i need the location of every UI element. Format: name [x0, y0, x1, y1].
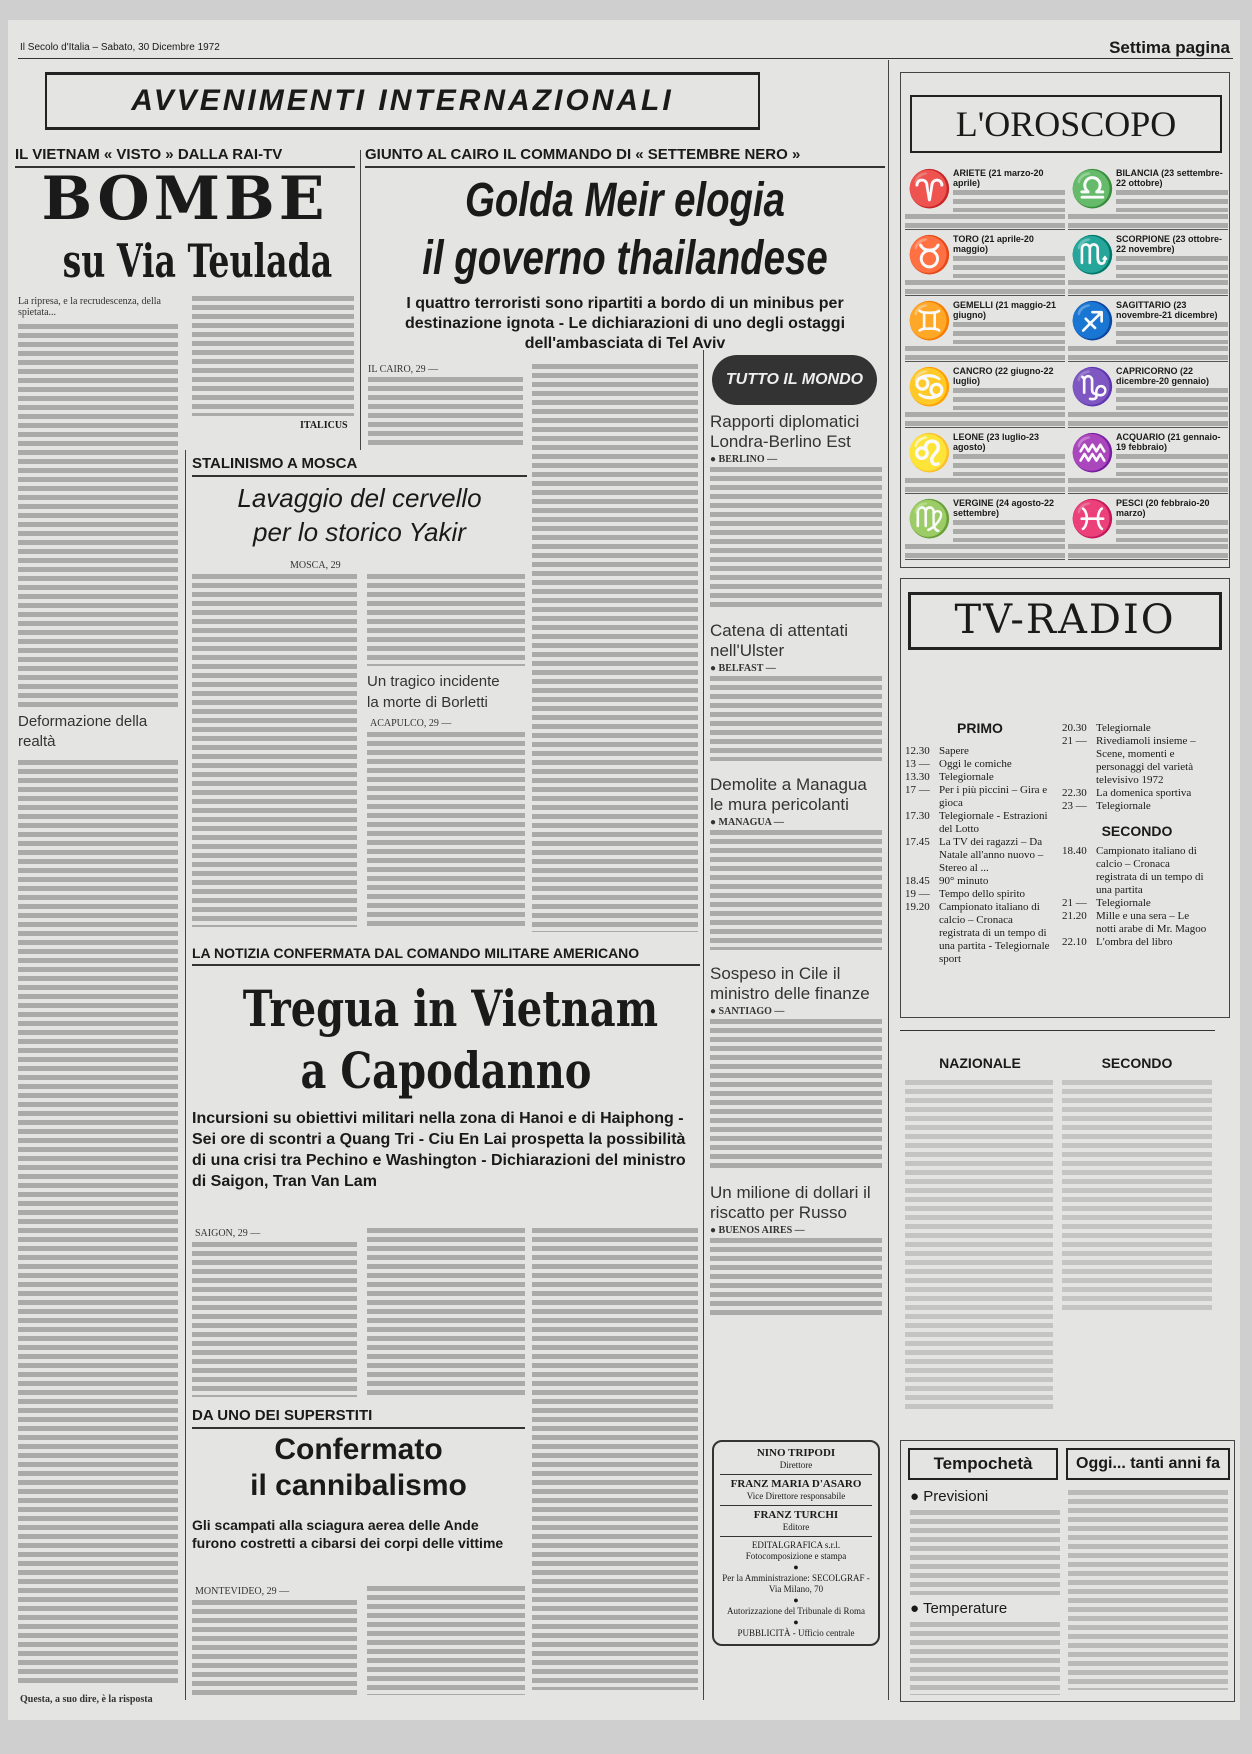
zodiac-icon: ♑ — [1070, 367, 1115, 407]
sign-text — [905, 280, 1065, 294]
tv-title: La domenica sportiva — [1096, 787, 1192, 799]
article-kicker: IL VIETNAM « VISTO » DALLA RAI-TV — [15, 146, 355, 168]
temperature-label: Temperature — [922, 1600, 1008, 1617]
sign-text — [1068, 280, 1228, 294]
sign-text — [905, 412, 1065, 426]
headline: Lavaggio del cervello — [237, 483, 482, 513]
vice-director-role: Vice Direttore responsabile — [746, 1491, 846, 1501]
sign-text — [1068, 478, 1228, 492]
article-body-text — [192, 574, 357, 927]
tv-program — [1062, 845, 1212, 897]
sign-label: ARIETE (21 marzo-20 aprile) — [953, 168, 1044, 188]
tv-title: La TV dei ragazzi – Da Natale all'anno nuovo – Stereo al ... — [939, 836, 1044, 874]
tv-time: 22.10 — [1062, 936, 1087, 948]
tv-time: 19.20 — [905, 901, 930, 913]
tv-title: Mille e una sera – Le notti arabe di Mr. Magoo — [1096, 910, 1207, 935]
article-dateline: MOSCA, 29 — [290, 560, 341, 571]
article-body-text — [367, 1586, 525, 1695]
horoscope-sign — [1068, 298, 1228, 362]
headline: Golda Meir elogia — [464, 174, 786, 227]
horoscope-sign — [905, 232, 1065, 296]
sign-label: BILANCIA (23 settembre-22 ottobre) — [1116, 168, 1223, 188]
tv-program — [905, 758, 1053, 771]
tv-time: 20.30 — [1062, 722, 1087, 734]
article-subtitle: I quattro terroristi sono ripartiti a bordo di un minibus per destinazione ignota - Le dichiarazioni di uno degli ostaggi dell'ambasciata di Tel Aviv — [404, 295, 846, 352]
tv-channel-primo: PRIMO — [957, 720, 1003, 736]
tv-title: Telegiornale — [939, 771, 994, 783]
tutto-il-mondo-logo: TUTTO IL MONDO — [712, 355, 877, 405]
sign-text — [1068, 412, 1228, 426]
brief-body-text — [710, 467, 882, 607]
registration-info: Autorizzazione del Tribunale di Roma — [727, 1606, 865, 1616]
tv-time: 21.20 — [1062, 910, 1087, 922]
sign-text — [1116, 190, 1228, 212]
tv-program — [905, 745, 1053, 758]
brief-dateline: ● BERLINO — — [710, 454, 778, 465]
tv-time: 13 — — [905, 758, 930, 770]
section-banner — [45, 72, 760, 130]
tv-program — [1062, 800, 1212, 813]
forecast-label: Previsioni — [923, 1488, 989, 1505]
zodiac-icon: ♉ — [907, 235, 952, 275]
article-kicker: LA NOTIZIA CONFERMATA DAL COMANDO MILITARE AMERICANO — [192, 945, 700, 966]
headline: il governo thailandese — [422, 232, 828, 285]
article-dateline: IL CAIRO, 29 — — [368, 364, 439, 375]
headline: Confermato — [274, 1433, 443, 1466]
author-signature: ITALICUS — [300, 420, 348, 431]
tv-program — [905, 771, 1053, 784]
separator-dot: ● — [793, 1562, 799, 1572]
section-title: AVVENIMENTI INTERNAZIONALI — [131, 84, 674, 117]
radio-nazionale: NAZIONALE — [939, 1055, 1021, 1071]
oggi-title: Oggi... tanti anni fa — [1066, 1448, 1230, 1480]
headline: a Capodanno — [300, 1041, 592, 1100]
tv-time: 22.30 — [1062, 787, 1087, 799]
article-subtitle: Gli scampati alla sciagura aerea delle Ande furono costretti a cibarsi dei corpi delle vittime — [192, 1517, 504, 1551]
separator-dot: ● — [793, 1617, 799, 1627]
tv-program — [1062, 910, 1212, 936]
article-kicker: STALINISMO A MOSCA — [192, 455, 527, 477]
masthead-box — [712, 1440, 880, 1646]
article-body-text — [192, 1242, 357, 1397]
sign-text — [953, 454, 1065, 476]
horoscope-sign — [1068, 496, 1228, 560]
horoscope-sign — [905, 298, 1065, 362]
brief-title: Sospeso in Cile il ministro delle finanze — [710, 964, 870, 1003]
headline: per lo storico Yakir — [253, 517, 466, 547]
tv-program — [905, 901, 1053, 966]
brief-title: Demolite a Managua le mura pericolanti — [710, 775, 867, 814]
vice-director-name: FRANZ MARIA D'ASARO — [730, 1478, 862, 1490]
article-body-text — [192, 1600, 357, 1695]
sign-text — [1116, 388, 1228, 410]
page-number: Settima pagina — [1109, 38, 1230, 57]
sign-label: LEONE (23 luglio-23 agosto) — [953, 432, 1040, 452]
sign-label: SAGITTARIO (23 novembre-21 dicembre) — [1116, 300, 1218, 320]
sign-label: GEMELLI (21 maggio-21 giugno) — [953, 300, 1057, 320]
article-body-text — [367, 732, 525, 928]
tv-title: Telegiornale — [1096, 897, 1151, 909]
sign-label: CANCRO (22 giugno-22 luglio) — [953, 366, 1054, 386]
printer-info: EDITALGRAFICA s.r.l. Fotocomposizione e stampa — [745, 1540, 847, 1561]
tv-program — [1062, 722, 1212, 735]
sign-text — [953, 190, 1065, 212]
tv-radio-title: TV-RADIO — [908, 592, 1222, 650]
tv-schedule-secondo — [1062, 845, 1212, 949]
article-body-text — [367, 574, 525, 666]
sign-label: VERGINE (24 agosto-22 settembre) — [953, 498, 1055, 518]
sign-label: CAPRICORNO (22 dicembre-20 gennaio) — [1116, 366, 1210, 386]
zodiac-icon: ♌ — [907, 433, 952, 473]
column-rule — [185, 450, 186, 1700]
article-lead: La ripresa, e la recrudescenza, della spietata... — [18, 296, 161, 318]
horoscope-sign — [905, 496, 1065, 560]
article-body-text — [532, 364, 698, 932]
headline: su Via Teulada — [62, 234, 333, 288]
brief-body-text — [710, 830, 882, 950]
sign-text — [1116, 256, 1228, 278]
zodiac-icon: ♍ — [907, 499, 952, 539]
tv-program — [905, 888, 1053, 901]
tv-title: Per i più piccini – Gira e gioca — [939, 784, 1048, 809]
header-rule — [18, 58, 1233, 59]
tv-program — [905, 875, 1053, 888]
zodiac-icon: ♊ — [907, 301, 952, 341]
sign-label: ACQUARIO (21 gennaio-19 febbraio) — [1116, 432, 1221, 452]
director-name: NINO TRIPODI — [756, 1447, 836, 1459]
tv-time: 19 — — [905, 888, 930, 900]
headline: il cannibalismo — [250, 1469, 467, 1502]
tv-time: 18.45 — [905, 875, 930, 887]
brief-body-text — [710, 1238, 882, 1318]
tv-title: Campionato italiano di calcio – Cronaca registrata di un tempo di una partita — [1096, 845, 1204, 896]
sign-text — [905, 214, 1065, 228]
horoscope-sign — [905, 364, 1065, 428]
zodiac-icon: ♈ — [907, 169, 952, 209]
tv-title: Rivediamoli insieme – Scene, momenti e personaggi del varietà televisivo 1972 — [1096, 735, 1196, 786]
headline: BOMBE — [41, 164, 329, 234]
temperature-heading: ● Temperature — [910, 1600, 1008, 1617]
sign-text — [905, 346, 1065, 360]
article-body-text — [368, 377, 523, 445]
horoscope-sign — [1068, 166, 1228, 230]
sign-text — [1068, 544, 1228, 558]
tv-time: 21 — — [1062, 735, 1087, 747]
brief-dateline: ● BUENOS AIRES — — [710, 1225, 805, 1236]
tv-program — [905, 836, 1053, 875]
tv-time: 23 — — [1062, 800, 1087, 812]
subheading: Un tragico incidente — [367, 673, 500, 690]
sign-text — [1068, 214, 1228, 228]
radio-secondo: SECONDO — [1101, 1055, 1173, 1071]
brief-dateline: ● SANTIAGO — — [710, 1006, 785, 1017]
article-body-text — [532, 1228, 698, 1690]
director-role: Direttore — [779, 1460, 813, 1470]
tv-time: 17 — — [905, 784, 930, 796]
tv-time: 17.45 — [905, 836, 930, 848]
sign-label: PESCI (20 febbraio-20 marzo) — [1116, 498, 1210, 518]
sign-text — [905, 478, 1065, 492]
tv-program — [1062, 735, 1212, 787]
tv-channel-secondo: SECONDO — [1101, 823, 1173, 839]
article-dateline: MONTEVIDEO, 29 — — [195, 1586, 290, 1597]
brief-body-text — [710, 1019, 882, 1169]
article-subtitle: Incursioni su obiettivi militari nella zona di Hanoi e di Haiphong - Sei ore di scontri a Quang Tri - Ciu En Lai prospetta la possibilità di una crisi tra Pechino e Washington - Dichiarazioni del ministro di Saigon, Tran Van Lam — [192, 1110, 686, 1190]
tv-title: Oggi le comiche — [939, 758, 1012, 770]
brief-dateline: ● MANAGUA — — [710, 817, 784, 828]
editor-name: FRANZ TURCHI — [753, 1509, 839, 1521]
sign-text — [953, 322, 1065, 344]
tv-title: L'ombra del libro — [1096, 936, 1173, 948]
article-body-text — [18, 760, 178, 1685]
horoscope-sign — [1068, 430, 1228, 494]
article-continuation: Questa, a suo dire, è la risposta — [20, 1694, 153, 1705]
sign-text — [1116, 520, 1228, 542]
tv-time: 18.40 — [1062, 845, 1087, 857]
zodiac-icon: ♐ — [1070, 301, 1115, 341]
sign-text — [1116, 322, 1228, 344]
article-body-text — [367, 1228, 525, 1397]
tv-title: Tempo dello spirito — [939, 888, 1025, 900]
tv-program — [905, 784, 1053, 810]
tv-program — [1062, 897, 1212, 910]
column-rule — [703, 350, 704, 1700]
tv-title: Telegiornale - Estrazioni del Lotto — [939, 810, 1048, 835]
forecast-heading: ● Previsioni — [910, 1488, 989, 1505]
sign-text — [1116, 454, 1228, 476]
radio-schedule-text — [1062, 1080, 1212, 1310]
tv-schedule-primo — [905, 745, 1053, 966]
zodiac-icon: ♎ — [1070, 169, 1115, 209]
article-dateline: ACAPULCO, 29 — — [370, 718, 452, 729]
page-dateline: Il Secolo d'Italia – Sabato, 30 Dicembre 1972 — [20, 42, 220, 53]
brief-title: Catena di attentati nell'Ulster — [710, 621, 848, 660]
tv-title: Campionato italiano di calcio – Cronaca registrata di un tempo di una partita - Telegiornale sport — [939, 901, 1050, 965]
tv-time: 13.30 — [905, 771, 930, 783]
oggi-text — [1068, 1490, 1228, 1690]
column-rule — [360, 150, 361, 450]
tv-program — [905, 810, 1053, 836]
article-body-text — [18, 324, 178, 708]
article-kicker: GIUNTO AL CAIRO IL COMMANDO DI « SETTEMBRE NERO » — [365, 146, 885, 168]
horoscope-sign — [905, 430, 1065, 494]
subheading: la morte di Borletti — [367, 694, 488, 711]
article-kicker: DA UNO DEI SUPERSTITI — [192, 1407, 525, 1429]
brief-title: Rapporti diplomatici Londra-Berlino Est — [710, 412, 860, 451]
ads-info: PUBBLICITÀ - Ufficio centrale — [737, 1628, 855, 1638]
zodiac-icon: ♋ — [907, 367, 952, 407]
editor-role: Editore — [782, 1522, 810, 1532]
section-rule — [900, 1030, 1215, 1031]
tv-program — [1062, 787, 1212, 800]
news-briefs — [710, 412, 882, 1332]
tv-schedule-primo-cont — [1062, 722, 1212, 813]
horoscope-sign — [1068, 364, 1228, 428]
tv-title: Sapere — [939, 745, 969, 757]
horoscope-title: L'OROSCOPO — [910, 95, 1222, 153]
sign-label: SCORPIONE (23 ottobre-22 novembre) — [1116, 234, 1223, 254]
sign-label: TORO (21 aprile-20 maggio) — [953, 234, 1034, 254]
zodiac-icon: ♒ — [1070, 433, 1115, 473]
tv-title: Telegiornale — [1096, 722, 1151, 734]
sign-text — [905, 544, 1065, 558]
sign-text — [1068, 346, 1228, 360]
article-body-text — [192, 296, 354, 416]
forecast-text — [910, 1510, 1060, 1595]
brief-dateline: ● BELFAST — — [710, 663, 776, 674]
brief-body-text — [710, 676, 882, 761]
admin-info: Per la Amministrazione: SECOLGRAF - Via Milano, 70 — [722, 1573, 870, 1594]
tv-title: Telegiornale — [1096, 800, 1151, 812]
headline: Tregua in Vietnam — [242, 979, 659, 1038]
zodiac-icon: ♏ — [1070, 235, 1115, 275]
zodiac-icon: ♓ — [1070, 499, 1115, 539]
sign-text — [953, 256, 1065, 278]
column-rule — [888, 60, 889, 1700]
sign-text — [953, 388, 1065, 410]
separator-dot: ● — [793, 1595, 799, 1605]
tv-time: 12.30 — [905, 745, 930, 757]
tv-title: 90° minuto — [939, 875, 989, 887]
radio-schedule-text — [905, 1080, 1053, 1410]
temperature-text — [910, 1622, 1060, 1695]
weather-title: Tempochetà — [908, 1448, 1058, 1480]
horoscope-sign — [1068, 232, 1228, 296]
sign-text — [953, 520, 1065, 542]
tv-time: 21 — — [1062, 897, 1087, 909]
tv-program — [1062, 936, 1212, 949]
tv-time: 17.30 — [905, 810, 930, 822]
horoscope-sign — [905, 166, 1065, 230]
article-dateline: SAIGON, 29 — — [195, 1228, 261, 1239]
subheading: Deformazione della realtà — [18, 713, 148, 750]
brief-title: Un milione di dollari il riscatto per Russo — [710, 1183, 871, 1222]
